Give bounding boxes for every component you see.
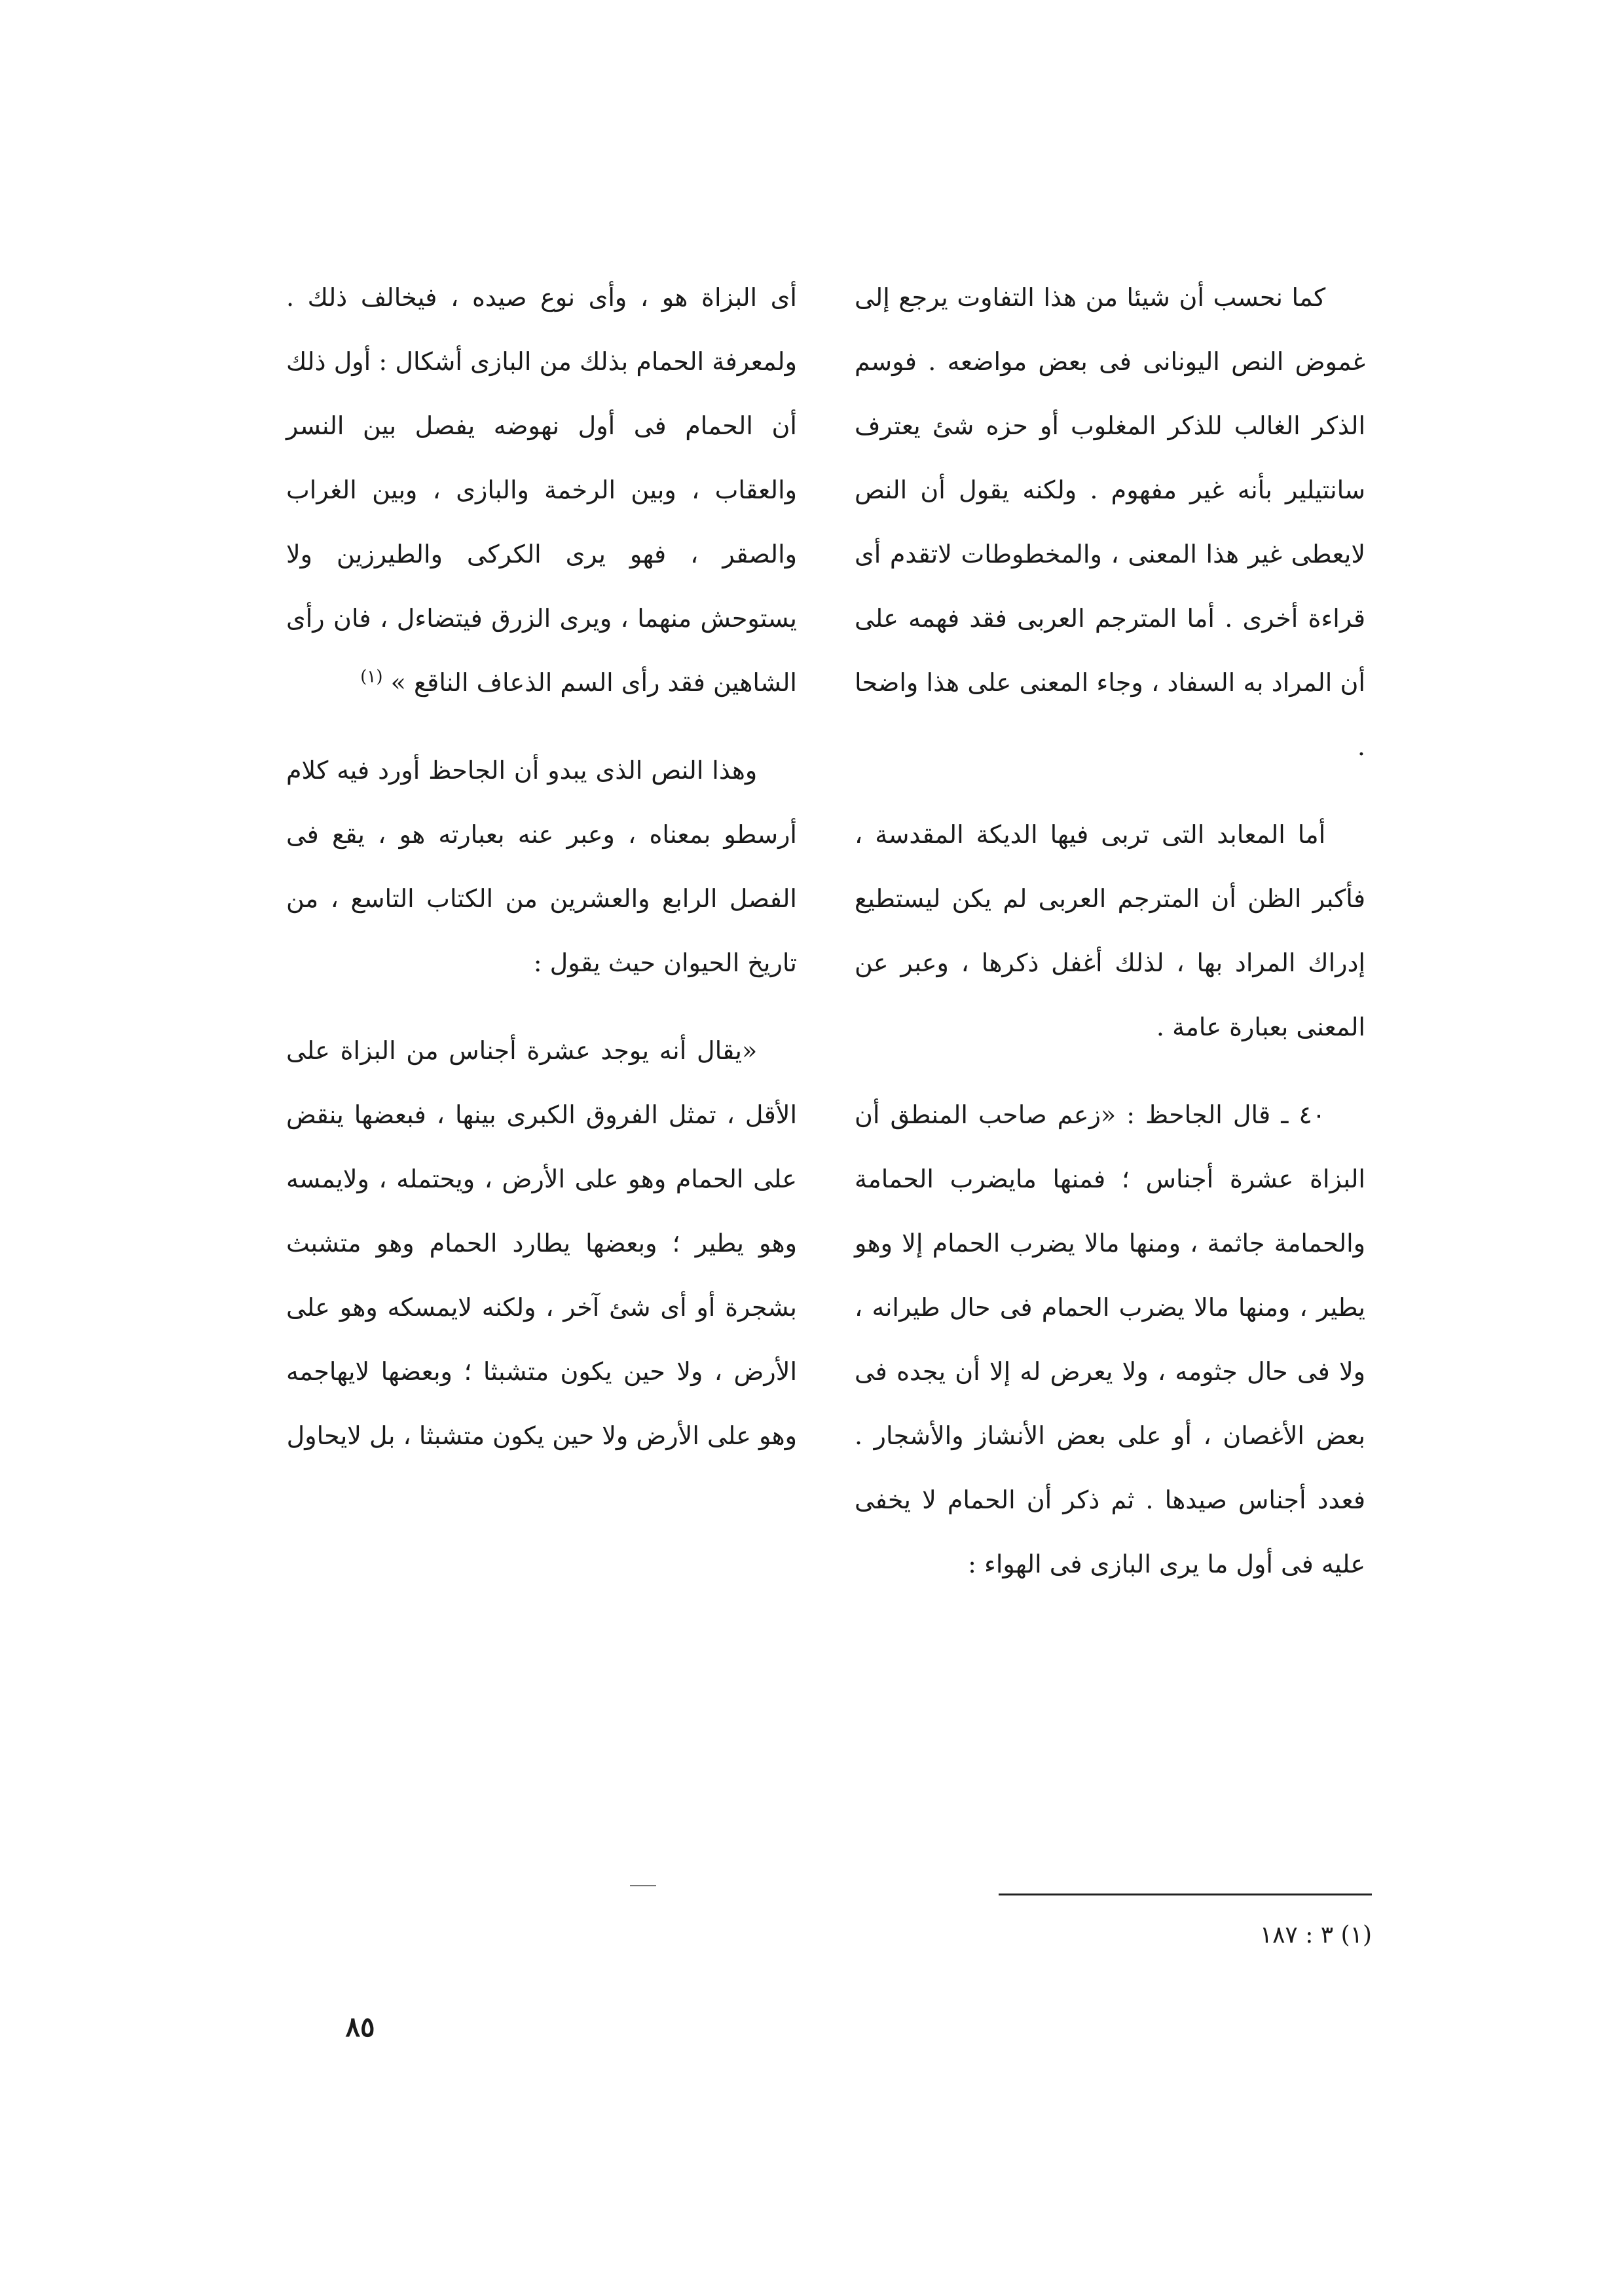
left-paragraph-1 [286,265,797,715]
right-text-column [855,265,1365,1620]
left-paragraph-2: وهذا النص الذى يبدو أن الجاحظ أورد فيه كلام أرسطو بمعناه ، وعبر عنه بعبارته هو ، يقع فى الفصل الرابع والعشرين من الكتاب التاسع ، من تاريخ الحيوان حيث يقول : [286,756,797,977]
footnote: (١) ٣ : ١٨٧ [1259,1922,1372,1949]
right-paragraph-2: أما المعابد التى تربى فيها الديكة المقدسة ، فأكبر الظن أن المترجم العربى لم يكن ليستطيع إدراك المراد بها ، لذلك أغفل ذكرها ، وعبر عن المعنى بعبارة عامة . [855,820,1365,1041]
left-paragraph-1-text: أى البزاة هو ، وأى نوع صيده ، فيخالف ذلك . ولمعرفة الحمام بذلك من البازى أشكال : أول ذلك أن الحمام فى أول نهوضه يفصل بين النسر والعقاب ، وبين الرخمة والبازى ، وبين الغراب والصقر ، فهو يرى الكركى والطيرزين ولا يستوحش منهما ، ويرى الزرق فيتضاءل ، فان رأى الشاهين فقد رأى السم الذعاف الناقع » [286,283,797,697]
left-text-column [286,265,797,1491]
footnote-divider [999,1894,1372,1895]
faint-print-mark [630,1885,656,1886]
footnote-reference-mark: (١) [360,667,383,687]
page-number: ٨٥ [345,2011,375,2043]
left-paragraph-3: «يقال أنه يوجد عشرة أجناس من البزاة على الأقل ، تمثل الفروق الكبرى بينها ، فبعضها ينقض على الحمام وهو على الأرض ، ويحتمله ، ولايمسه وهو يطير ؛ وبعضها يطارد الحمام وهو متشبث بشجرة أو أى شئ آخر ، ولكنه لايمسكه وهو على الأرض ، ولا حين يكون متشبثا ؛ وبعضها لايهاجمه وهو على الأرض ولا حين يكون متشبثا ، بل لايحاول [286,1036,797,1450]
right-paragraph-3: ٤٠ ـ قال الجاحظ : «زعم صاحب المنطق أن البزاة عشرة أجناس ؛ فمنها مايضرب الحمامة والحمامة جاثمة ، ومنها مالا يضرب الحمام إلا وهو يطير ، ومنها مالا يضرب الحمام فى حال طيرانه ، ولا فى حال جثومه ، ولا يعرض له إلا أن يجده فى بعض الأغصان ، أو على بعض الأنشاز والأشجار . فعدد أجناس صيدها . ثم ذكر أن الحمام لا يخفى عليه فى أول ما يرى البازى فى الهواء : [855,1100,1365,1578]
right-paragraph-1: كما نحسب أن شيئا من هذا التفاوت يرجع إلى غموض النص اليونانى فى بعض مواضعه . فوسم الذكر الغالب للذكر المغلوب أو حزه شئ يعترف سانتيلير بأنه غير مفهوم . ولكنه يقول أن النص لايعطى غير هذا المعنى ، والمخطوطات لاتقدم أى قراءة أخرى . أما المترجم العربى فقد فهمه على أن المراد به السفاد ، وجاء المعنى على هذا واضحا . [855,283,1366,761]
